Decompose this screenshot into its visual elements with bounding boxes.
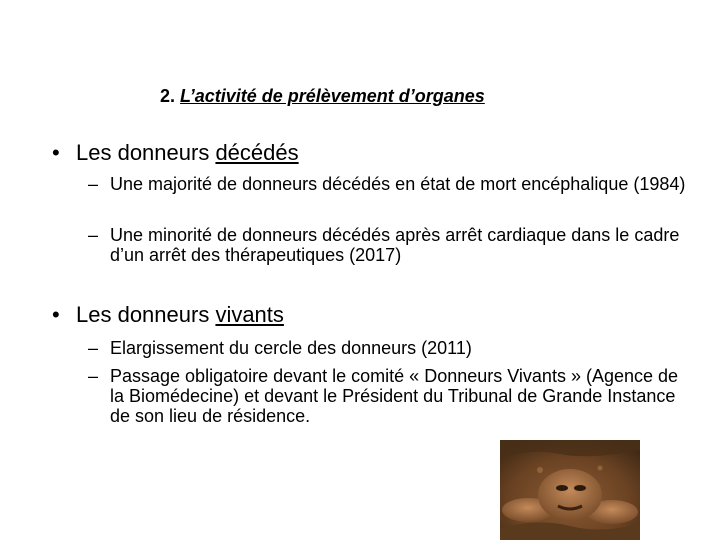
title-number: 2. [160, 86, 176, 106]
bullet-point: • [52, 140, 60, 165]
photo-illustration [500, 440, 640, 540]
slide-title [160, 86, 485, 107]
sub-item [88, 366, 688, 426]
title-text: L’activité de prélèvement d’organes [180, 86, 485, 106]
sub-item-text: Une minorité de donneurs décédés après arrêt cardiaque dans le cadre d’un arrêt des thérapeutiques (2017) [110, 225, 680, 265]
dash-marker: – [88, 174, 99, 194]
sub-item [88, 174, 688, 194]
bullet-deceased-donors [52, 140, 299, 166]
dash-marker: – [88, 225, 99, 245]
sub-item-text: Passage obligatoire devant le comité « Donneurs Vivants » (Agence de la Biomédecine) et devant le Président du Tribunal de Grande Instance de son lieu de résidence. [110, 366, 679, 426]
bullet-point: • [52, 302, 60, 327]
sub-item [88, 338, 688, 358]
bullet-underlined-word: décédés [215, 140, 299, 165]
bullet-prefix: Les donneurs [76, 302, 216, 327]
sub-item-text: Elargissement du cercle des donneurs (2011) [110, 338, 472, 358]
bullet-underlined-word: vivants [215, 302, 284, 327]
dash-marker: – [88, 338, 99, 358]
bullet-living-donors [52, 302, 284, 328]
bullet-prefix: Les donneurs [76, 140, 216, 165]
mud-crawl-photo [500, 440, 640, 540]
sub-item-text: Une majorité de donneurs décédés en état de mort encéphalique (1984) [110, 174, 686, 194]
dash-marker: – [88, 366, 99, 386]
sub-item [88, 225, 688, 265]
